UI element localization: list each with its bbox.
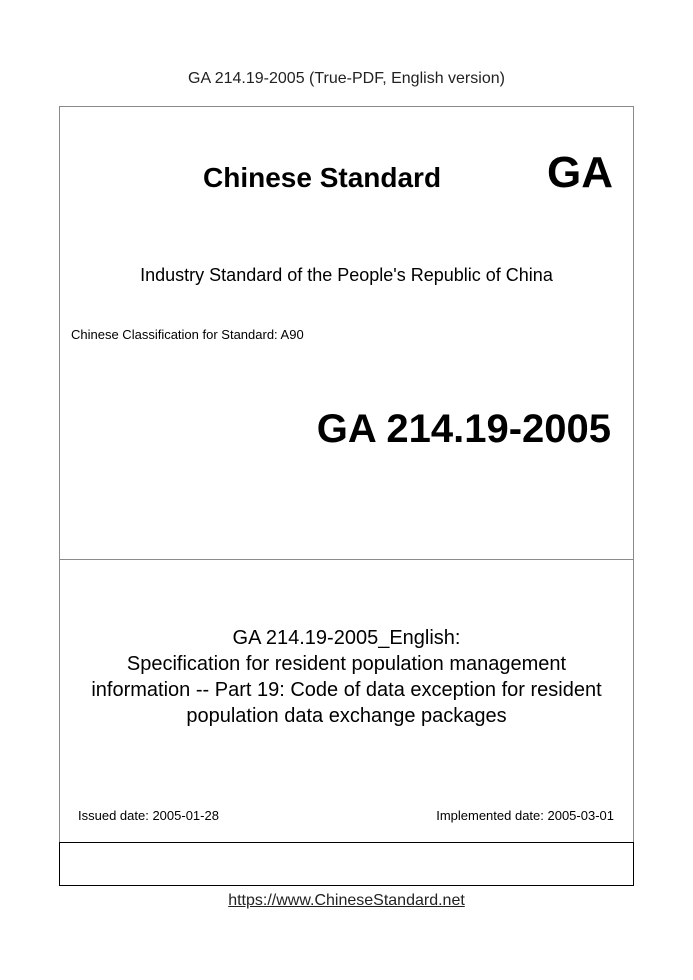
page-header: GA 214.19-2005 (True-PDF, English version) bbox=[188, 70, 505, 87]
industry-standard-subtitle: Industry Standard of the People's Republic of China bbox=[140, 265, 553, 285]
bottom-box bbox=[59, 842, 634, 886]
standard-number: GA 214.19-2005 bbox=[316, 407, 611, 451]
title-line: population data exchange packages bbox=[186, 705, 507, 727]
chinese-standard-heading: Chinese Standard bbox=[203, 162, 442, 193]
title-line: GA 214.19-2005_English: bbox=[232, 627, 461, 649]
issued-date: Issued date: 2005-01-28 bbox=[78, 808, 219, 823]
footer-link-wrapper bbox=[0, 892, 693, 910]
section-divider bbox=[59, 559, 634, 560]
title-line: Specification for resident population management bbox=[126, 653, 567, 675]
title-line: information -- Part 19: Code of data exception for resident bbox=[91, 679, 602, 701]
ga-mark: GA bbox=[547, 148, 613, 197]
cover-frame bbox=[59, 106, 634, 886]
implemented-date: Implemented date: 2005-03-01 bbox=[436, 808, 614, 823]
document-title bbox=[59, 625, 634, 729]
classification-label: Chinese Classification for Standard: A90 bbox=[71, 327, 304, 342]
website-link[interactable]: https://www.ChineseStandard.net bbox=[228, 892, 465, 909]
